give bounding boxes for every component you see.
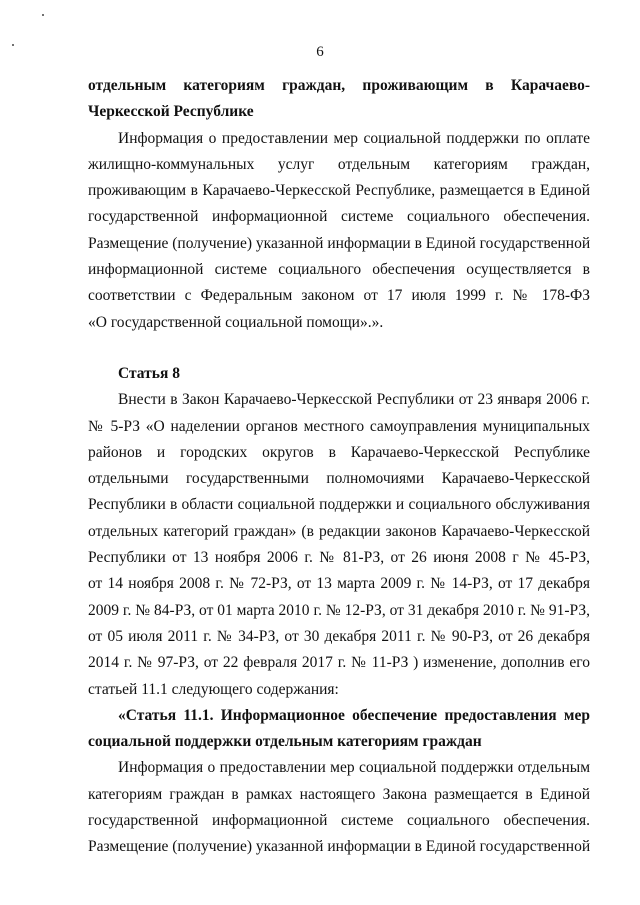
paragraph-line: категориям граждан в рамках настоящего Закона размещается в Единой xyxy=(88,785,590,803)
paragraph-line: соответствии с Федеральным законом от 17 июля 1999 г. № 178-ФЗ xyxy=(88,287,590,305)
paragraph-line: 2014 г. № 97-РЗ, от 22 февраля 2017 г. № 11-РЗ ) изменение, дополнив его xyxy=(88,654,590,672)
paragraph-line: Информация о предоставлении мер социальной поддержки отдельным xyxy=(118,759,590,777)
paragraph-line: Размещение (получение) указанной информации в Единой государственной xyxy=(88,838,590,856)
paragraph-line: Информация о предоставлении мер социальной поддержки по оплате xyxy=(118,129,590,147)
paragraph-line: Размещение (получение) указанной информации в Единой государственной xyxy=(88,234,590,252)
article-8 xyxy=(88,361,590,861)
section-1 xyxy=(88,73,590,336)
paragraph-line: государственной информационной системе социального обеспечения. xyxy=(88,208,590,226)
paragraph-line: государственной информационной системе социального обеспечения. xyxy=(88,812,590,830)
page-number: 6 xyxy=(316,44,324,60)
paragraph-line: жилищно-коммунальных услуг отдельным категориям граждан, xyxy=(88,155,590,173)
paragraph-line: статьей 11.1 следующего содержания: xyxy=(88,680,339,698)
paragraph-line: информационной системе социального обеспечения осуществляется в xyxy=(88,261,590,279)
scan-speck xyxy=(42,14,44,16)
paragraph-line: проживающим в Карачаево-Черкесской Республике, размещается в Единой xyxy=(88,182,590,200)
paragraph-line: от 05 июля 2011 г. № 34-РЗ, от 30 декабря 2011 г. № 90-РЗ, от 26 декабря xyxy=(88,627,590,645)
paragraph-line: отдельными государственными полномочиями Карачаево-Черкесской xyxy=(88,470,590,488)
paragraph-line: «О государственной социальной помощи».». xyxy=(88,313,384,331)
paragraph-line: отдельных категорий граждан» (в редакции законов Карачаево-Черкесской xyxy=(88,522,590,540)
heading-line: отдельным категориям граждан, проживающим в Карачаево- xyxy=(88,77,590,94)
paragraph-line: № 5-РЗ «О наделении органов местного самоуправления муниципальных xyxy=(88,417,590,435)
paragraph-line: районов и городских округов в Карачаево-Черкесской Республике xyxy=(88,443,590,461)
heading-line: Черкесской Республике xyxy=(88,103,254,121)
paragraph-line: Республики в области социальной поддержки и социального обслуживания xyxy=(88,496,590,514)
paragraph-line: Внести в Закон Карачаево-Черкесской Республики от 23 января 2006 г. xyxy=(118,391,590,409)
article-11-1-heading-line: социальной поддержки отдельным категориям граждан xyxy=(88,733,482,751)
paragraph-line: 2009 г. № 84-РЗ, от 01 марта 2010 г. № 12-РЗ, от 31 декабря 2010 г. № 91-РЗ, xyxy=(88,601,590,619)
paragraph-line: от 14 ноября 2008 г. № 72-РЗ, от 13 марта 2009 г. № 14-РЗ, от 17 декабря xyxy=(88,575,590,593)
article-title: Статья 8 xyxy=(118,365,180,382)
article-11-1-heading-line: «Статья 11.1. Информационное обеспечение предоставления мер xyxy=(118,706,590,724)
paragraph-line: Республики от 13 ноября 2006 г. № 81-РЗ, от 26 июня 2008 г № 45-РЗ, xyxy=(88,549,590,567)
